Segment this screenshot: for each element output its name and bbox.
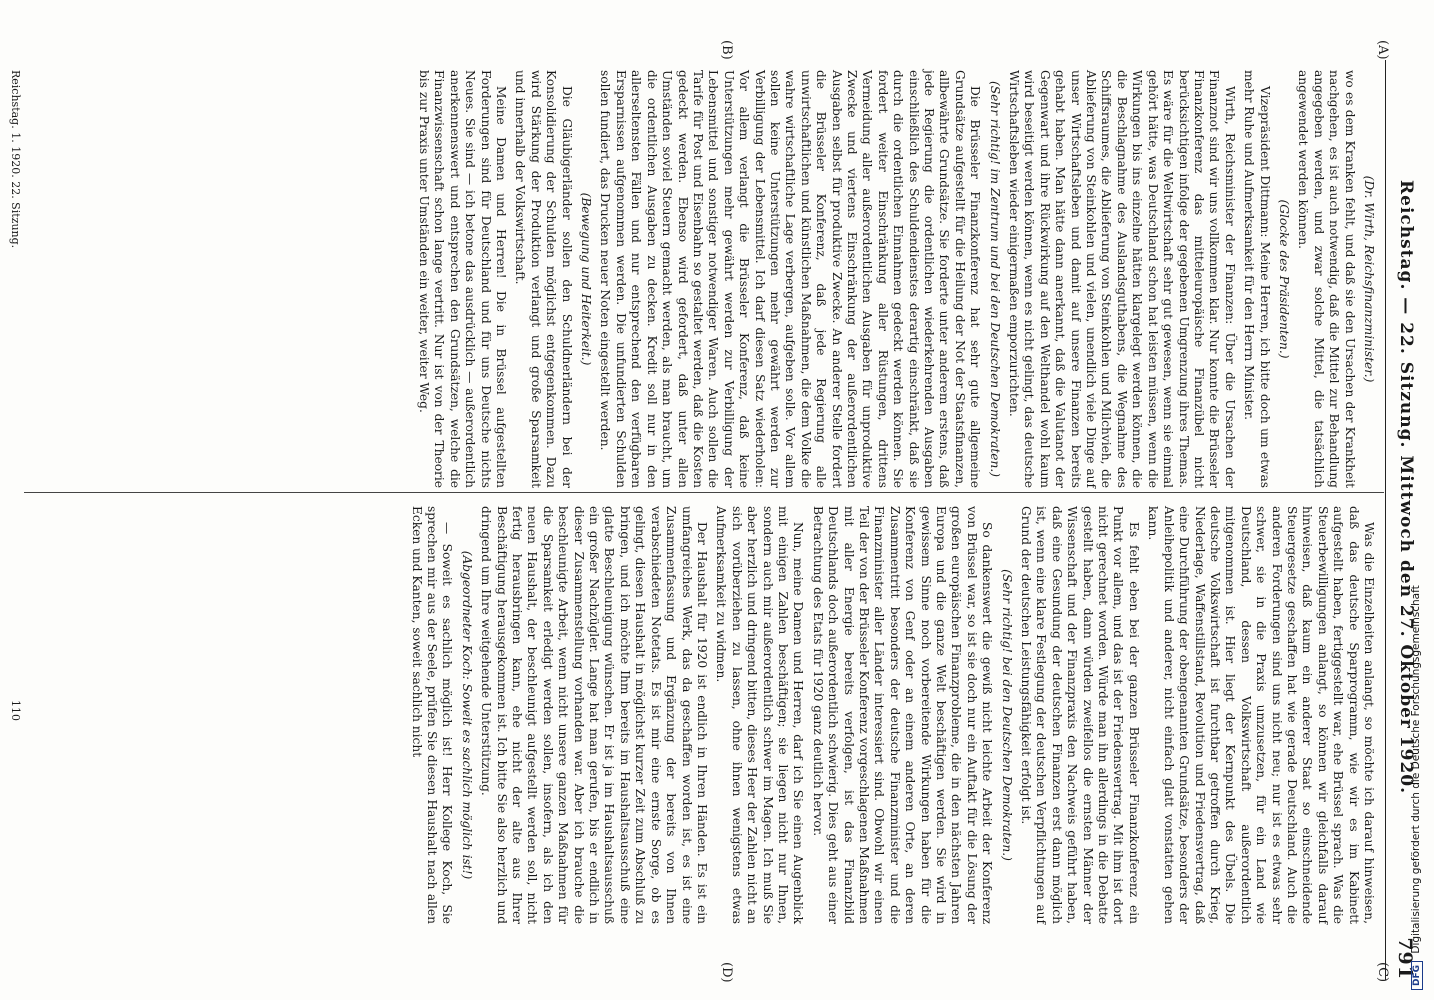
margin-marker-b: (B) xyxy=(719,40,734,60)
interjection: (Sehr richtig! im Zentrum und bei den Deutschen Demokraten.) xyxy=(987,81,1002,477)
paragraph: — Soweit es sachlich möglich ist! Herr Kollege Koch, Sie sprechen mir aus der Seele, prüfen Sie diesen Haushalt nach allen Ecken und Kanten, soweit sachlich nicht xyxy=(409,506,455,924)
paragraph: Was die Einzelheiten anlangt, so möchte ich darauf hinweisen, daß das deutsche Sparprogramm, wie wir es im Kabinett aufgestellt haben, fertiggestellt war, ehe Brüssel sprach. Was die Steuerbewilligungen anlangt, so können wir gleichfalls darauf hinweisen, daß kaum ein anderer Staat so einschneidende Steuergesetze geschaffen hat wie gerade Deutschland. Auch die anderen Forderungen sind uns nicht neu; nur ist es etwas sehr schwer, sie in die Praxis umzusetzen, für ein Land wie Deutschland, dessen Volkswirtschaft außerordentlich mitgenommen ist. Hier liegt der Kernpunkt des Übels. Die deutsche Volkswirtschaft ist furchtbar getroffen durch Krieg, Niederlage, Waffenstillstand, Revolution und Friedensvertrag, daß eine Durchführung der obengenannten Grundsätze, besonders der Anleihepolitik und anderer, nicht einfach glatt vonstatten gehen kann. xyxy=(1146,506,1376,924)
paragraph: Nun, meine Damen und Herren, darf ich Sie einen Augenblick mit einigen Zahlen beschäftigen; sie liegen nicht nur Ihnen, sondern auch mir außerordentlich schwer im Magen. Ich muß Sie aber herzlich und dringend bitten, dieses Heer der Zahlen nicht an sich vorüberziehen zu lassen, ohne ihnen wenigstens etwas Aufmerksamkeit zu widmen. xyxy=(714,506,806,924)
paragraph: wo es dem Kranken fehlt, und daß sie den Ursachen der Krankheit nachgehen, es ist auch notwendig, daß die Mittel zur Behandlung angegeben werden, und zwar solche Mittel, die tatsächlich angewendet werden können. xyxy=(1296,70,1357,488)
page-number: 791 xyxy=(1394,937,1416,980)
paragraph: Die Brüsseler Finanzkonferenz hat sehr gute allgemeine Grundsätze aufgestellt für die Heilung der Not der Staatsfinanzen, allbewährte Grundsätze. Sie forderte unter anderem erstens, daß jede Regierung die ordentlichen wiederkehrenden Ausgaben einschließlich des Schuldendienstes derartig einschränkt, daß sie durch die ordentlichen Einnahmen gedeckt werden können. Sie fordert weiter Einschränkung aller Rüstungen, drittens Vermeidung aller außerordentlichen Ausgaben für unproduktive Zwecke und viertens Einschränkung der außerordentlichen Ausgaben selbst für produktive Zwecke. An anderer Stelle fordert die Brüsseler Konferenz, daß jede Regierung alle unwirtschaftlichen und künstlichen Maßnahmen, die dem Volke die wahre wirtschaftliche Lage verbergen, aufgeben solle. Vor allem sollen keine Unterstützungen mehr gewährt werden zur Verbilligung der Lebensmittel. Ich darf diesen Satz wiederholen: Vor allem verlangt die Brüsseler Konferenz, daß keine Unterstützungen mehr gewährt werden zur Verbilligung der Lebensmittel und sonstiger notwendiger Waren. Auch sollen die Tarife für Post und Eisenbahn so gestaltet werden, daß die Kosten gedeckt werden. Ebenso wird gefordert, daß unter allen Umständen soviel Steuern gemacht werden, als man braucht, um die ordentlichen Ausgaben zu decken. Kredit soll nur in den allerseltensten Fällen und nur entsprechend den verfügbaren Ersparnissen aufgenommen werden. Die unfundierten Schulden sollen fundiert, das Drucken neuer Noten eingestellt werden. xyxy=(598,70,983,488)
dfg-sidebar xyxy=(1410,585,1423,990)
left-column xyxy=(412,70,1376,488)
paragraph: Es fehlt eben bei der ganzen Brüsseler Finanzkonferenz ein Punkt vor allem, und das ist der Friedensvertrag. Mit ihm ist dort nicht gerechnet worden. Würde man ihn allerdings in die Debatte gestellt haben, dann würden zweifellos die ernsten Männer der Wissenschaft und der Finanzpraxis den Nachweis geführt haben, daß eine Gesundung der deutschen Finanzen erst dann möglich ist, wenn eine klare Festlegung der deutschen Verpflichtungen auf Grund der deutschen Leistungsfähigkeit erfolgt ist. xyxy=(1019,506,1141,924)
margin-marker-c: (C) xyxy=(1375,962,1390,983)
paragraph: Die Gläubigerländer sollen den Schuldnerländern bei der Konsolidierung der Schulden möglichst entgegenkommen. Dazu wird Stärkung der Produktion verlangt und große Sparsamkeit und innerhalb der Volkswirtschaft. xyxy=(513,70,574,488)
footer-page-code: 110 xyxy=(9,700,22,721)
margin-marker-d: (D) xyxy=(719,962,734,983)
funding-note: Digitalisierung gefördert durch die Deutsche Forschungsgemeinschaft xyxy=(1410,585,1422,954)
interjection: (Bewegung und Heiterkeit.) xyxy=(579,192,594,366)
right-column xyxy=(404,506,1376,924)
paragraph: So dankenswert die gewiß nicht leichte Arbeit der Konferenz von Brüssel war, so ist sie doch nur ein Auftakt für die Lösung der großen europäischen Finanzprobleme, die in den nächsten Jahren Europa und die ganze Welt beschäftigen werden. Sie wird in gewissem Sinne noch vorbereitende Wirkungen haben für die Konferenz von Genf oder an einem anderen Orte, an deren Zusammentritt besonders der deutsche Finanzminister und die Finanzminister aller Länder interessiert sind. Obwohl wir einen Teil der von der Brüsseler Konferenz vorgeschlagenen Maßnahmen mit aller Energie bereits verfolgen, ist das Finanzbild Deutschlands doch außerordentlich schwierig. Dies geht aus einer Betrachtung des Etats für 1920 ganz deutlich hervor. xyxy=(810,506,995,924)
paragraph: Meine Damen und Herren! Die in Brüssel aufgestellten Forderungen sind für Deutschland und für uns Deutsche nichts Neues. Sie sind — ich betone das ausdrücklich — außerordentlich anerkennenswert und entsprechen den Grundsätzen, welche die Finanzwissenschaft schon lange vertritt. Nur ist von der Theorie bis zur Praxis unter Umständen ein weiter, weiter Weg. xyxy=(417,70,509,488)
column-rule xyxy=(24,492,1384,493)
interjection: (Sehr richtig! bei den Deutschen Demokraten.) xyxy=(999,569,1014,861)
speaker-note: (Dr. Wirth, Reichsfinanzminister.) xyxy=(1362,175,1376,383)
interjection: (Glocke des Präsidenten.) xyxy=(1276,199,1291,359)
dfg-logo-icon: DFG xyxy=(1411,961,1423,990)
paragraph: Vizepräsident Dittmann: Meine Herren, ich bitte doch um etwas mehr Ruhe und Aufmerksamkeit für den Herrn Minister. xyxy=(1242,70,1272,488)
paragraph: Der Haushalt für 1920 ist endlich in Ihren Händen. Es ist ein umfangreiches Werk, das da geschaffen worden ist, es ist eine Zusammenfassung und Ergänzung der bereits von Ihnen verabschiedeten Notetats. Es ist mir eine ernste Sorge, ob es gelingt, diesen Haushalt in möglichst kurzer Zeit zum Abschluß zu bringen, und ich möchte Ihm bereits im Haushaltsausschuß eine glatte Beschleunigung wünschen. Er ist ja im Haushaltsausschuß ein großer Nachzügler. Lange hat man gerufen, bis er endlich in dieser Zusammenstellung vorhanden war. Aber ich brauche die beschleunigte Arbeit, wenn nicht unsere ganzen Maßnahmen für die Sparsamkeit erledigt werden sollen, insofern, als ich den neuen Haushalt, der beschleunigt aufgestellt werden soll, nicht fertig herausbringen kann, ehe nicht der alte aus Ihrer Beschäftigung herausgekommen ist. Ich bitte Sie also herzlich und dringend um Ihre weitgehende Unterstützung. xyxy=(479,506,709,924)
header-rule xyxy=(1385,60,1386,980)
paragraph: Wirth, Reichsminister der Finanzen: Über die Ursachen der Finanznot sind wir uns vollkommen klar. Nur konnte die Brüsseler Finanzkonferenz das mitteleuropäische Finanzübel nicht berücksichtigen infolge der gegebenen Umgrenzung ihres Themas. Es wäre für die Weltwirtschaft sehr gut gewesen, wenn sie einmal gehört hätte, was Deutschland schon hat leisten müssen, wenn die Wirkungen bis ins einzelne hätten klargelegt werden können, die die Beschlagnahme des Auslandsguthabens, die Wegnahme des Schiffsraumes, die Ablieferung von Steinkohlen und Milchvieh, die Ablieferung von Steinkohlen und vielen, unendlich viele Dinge auf unser Wirtschaftsleben und damit auf unsere Finanzen bereits gehabt haben. Man hätte dann anerkannt, daß die Valutanot der Gegenwart und ihre Rückwirkung auf den Welthandel wohl kaum wird beseitigt werden können, wenn es nicht gelingt, das deutsche Wirtschaftsleben wieder einigermaßen emporzurichten. xyxy=(1007,70,1237,488)
interjection: (Abgeordneter Koch: Soweit es sachlich möglich ist!) xyxy=(459,550,474,880)
footer-left: Reichstag. 1. 1920. 22. Sitzung. xyxy=(9,70,22,249)
margin-marker-a: (A) xyxy=(1375,40,1390,60)
header-title: Reichstag. — 22. Sitzung. Mittwoch den 27. Oktober 1920. xyxy=(1396,180,1416,795)
